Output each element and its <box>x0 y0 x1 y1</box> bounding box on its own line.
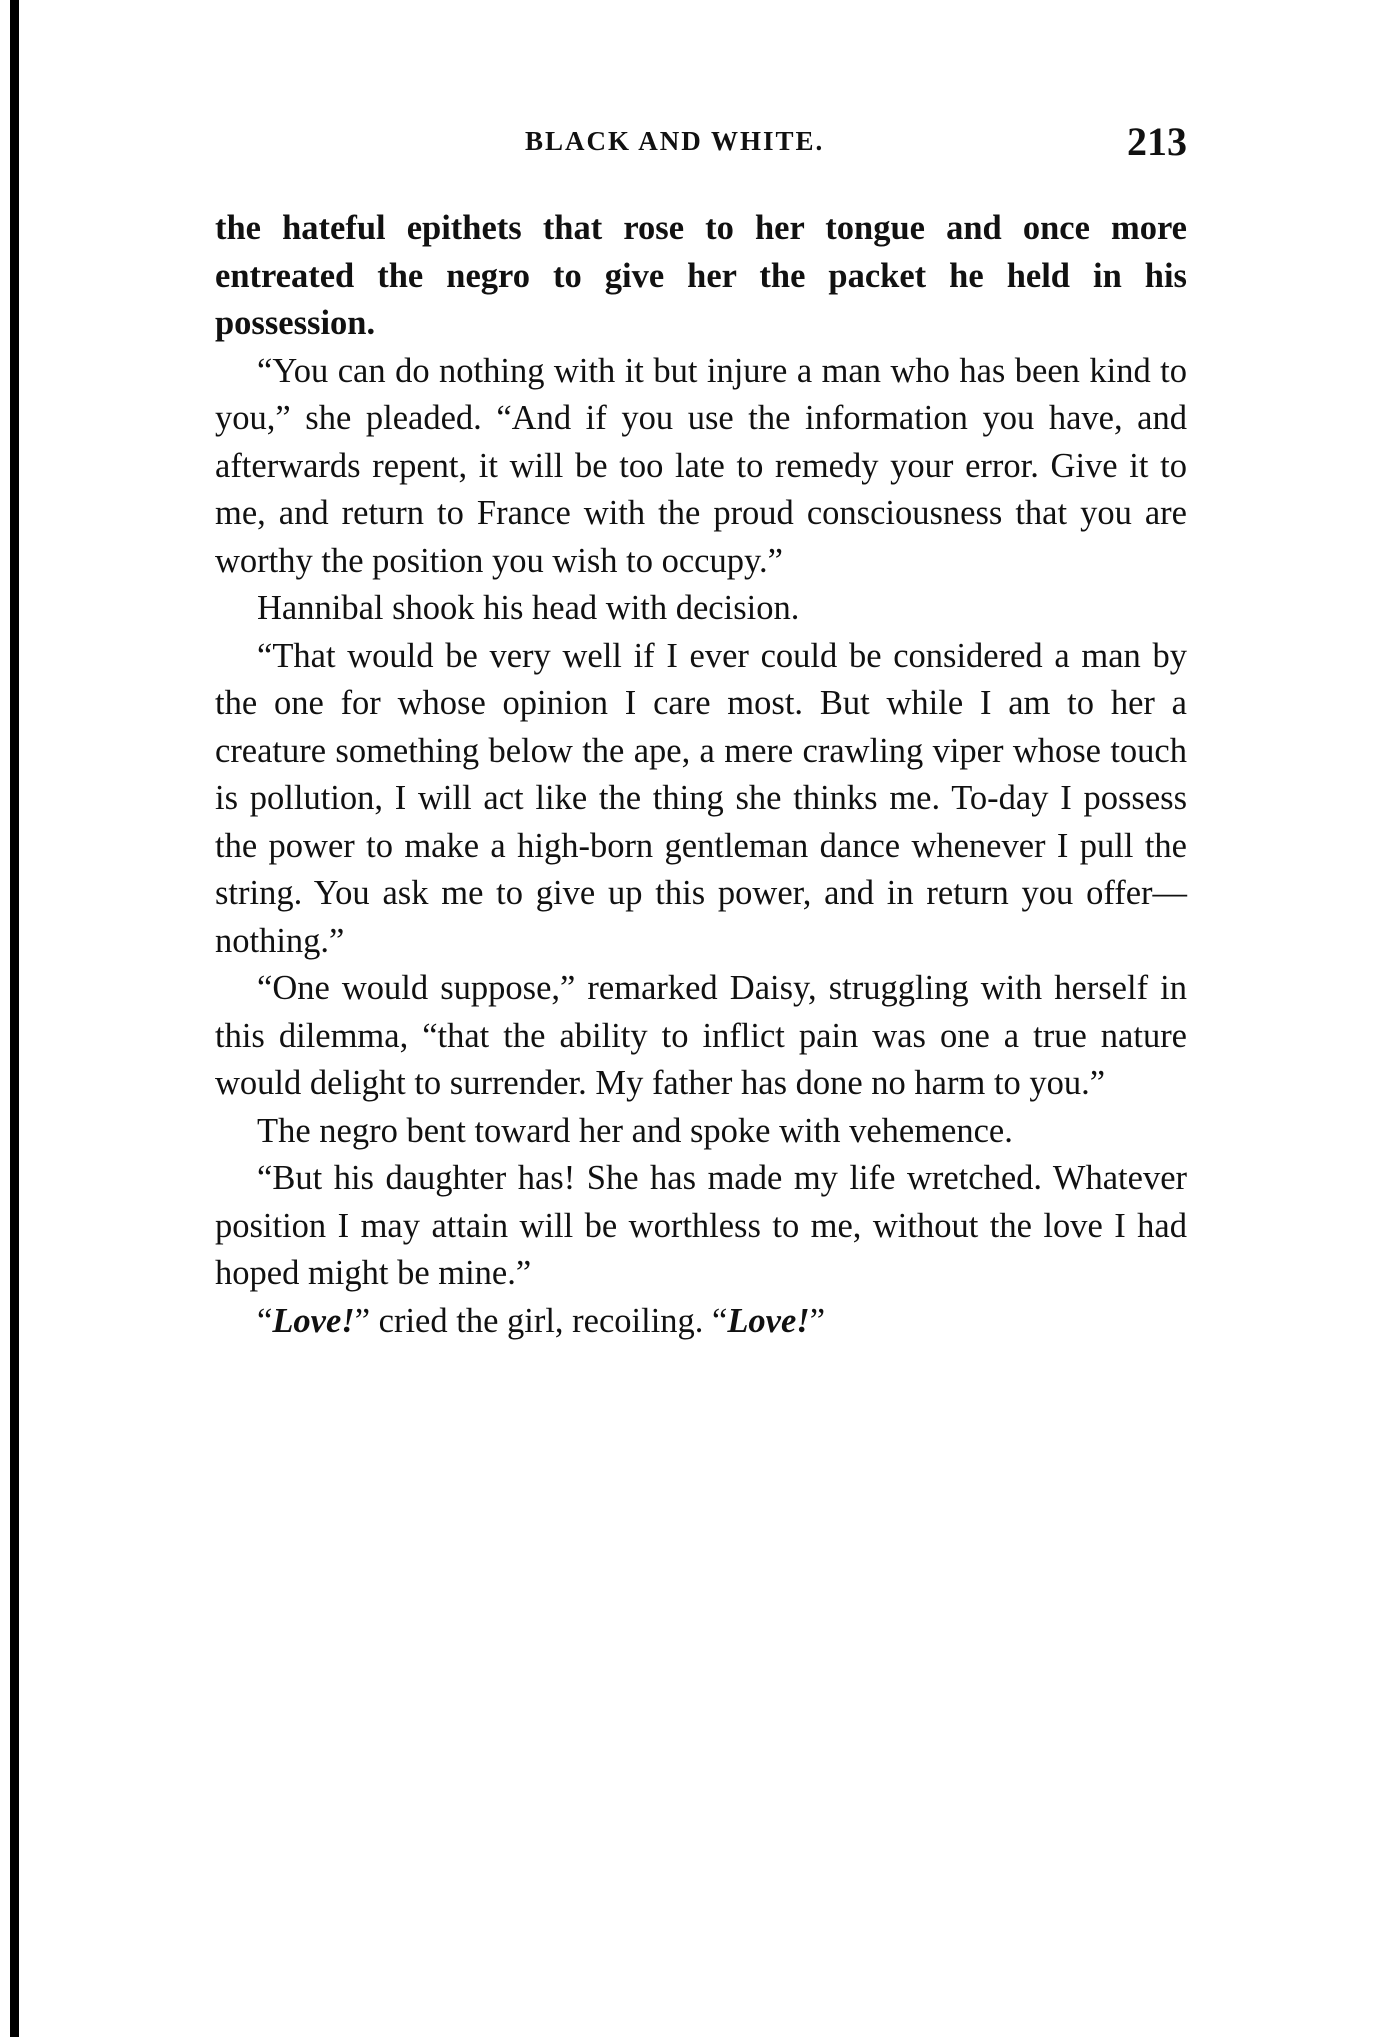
paragraph <box>215 1298 1187 1346</box>
emphasis-text: Love! <box>727 1301 810 1340</box>
paragraph-text: “But his daughter has! She has made my life wretched. Whatever position I may attain will be worthless to me, without the love I had hoped might be mine.” <box>215 1159 1187 1292</box>
paragraph <box>215 348 1187 586</box>
body-text <box>215 205 1187 1345</box>
paragraph-text: “You can do nothing with it but injure a man who has been kind to you,” she pleaded. “And if you use the information you have, and afterwards repent, it will be too late to remedy your error. Give it to me, and return to France with the proud consciousness that you are worthy the position you wish to occupy.” <box>215 351 1187 580</box>
paragraph-text: the hateful epithets that rose to her tongue and once more entreated the negro to give her the packet he held in his possession. <box>215 209 1187 342</box>
paragraph-text: “ <box>257 1301 273 1340</box>
paragraph-continuation <box>215 205 1187 348</box>
paragraph-text: ” cried the girl, recoiling. “ <box>354 1301 728 1340</box>
paragraph <box>215 965 1187 1108</box>
emphasis-text: Love! <box>272 1301 355 1340</box>
page-edge-rule <box>10 0 19 2037</box>
running-title: BLACK AND WHITE. <box>525 126 825 156</box>
paragraph <box>215 585 1187 633</box>
paragraph <box>215 1155 1187 1298</box>
paragraph-text: Hannibal shook his head with decision. <box>257 589 800 627</box>
paragraph-text: “That would be very well if I ever could be considered a man by the one for whose opinion I care most. But while I am to her a creature something below the ape, a mere crawling viper whose touch is pollution, I will act like the thing she thinks me. To-day I possess the power to make a high-born gentleman dance whenever I pull the string. You ask me to give up this power, and in return you offer—nothing.” <box>215 636 1187 960</box>
page-number: 213 <box>1127 119 1187 164</box>
running-header <box>215 118 1187 168</box>
paragraph <box>215 633 1187 966</box>
paragraph-text: ” <box>809 1301 826 1340</box>
paragraph <box>215 1108 1187 1156</box>
paragraph-text: The negro bent toward her and spoke with vehemence. <box>257 1111 1013 1150</box>
paragraph-text: “One would suppose,” remarked Daisy, struggling with herself in this dilemma, “that the ability to inflict pain was one a true nature would delight to surrender. My father has done no harm to you.” <box>215 969 1187 1102</box>
